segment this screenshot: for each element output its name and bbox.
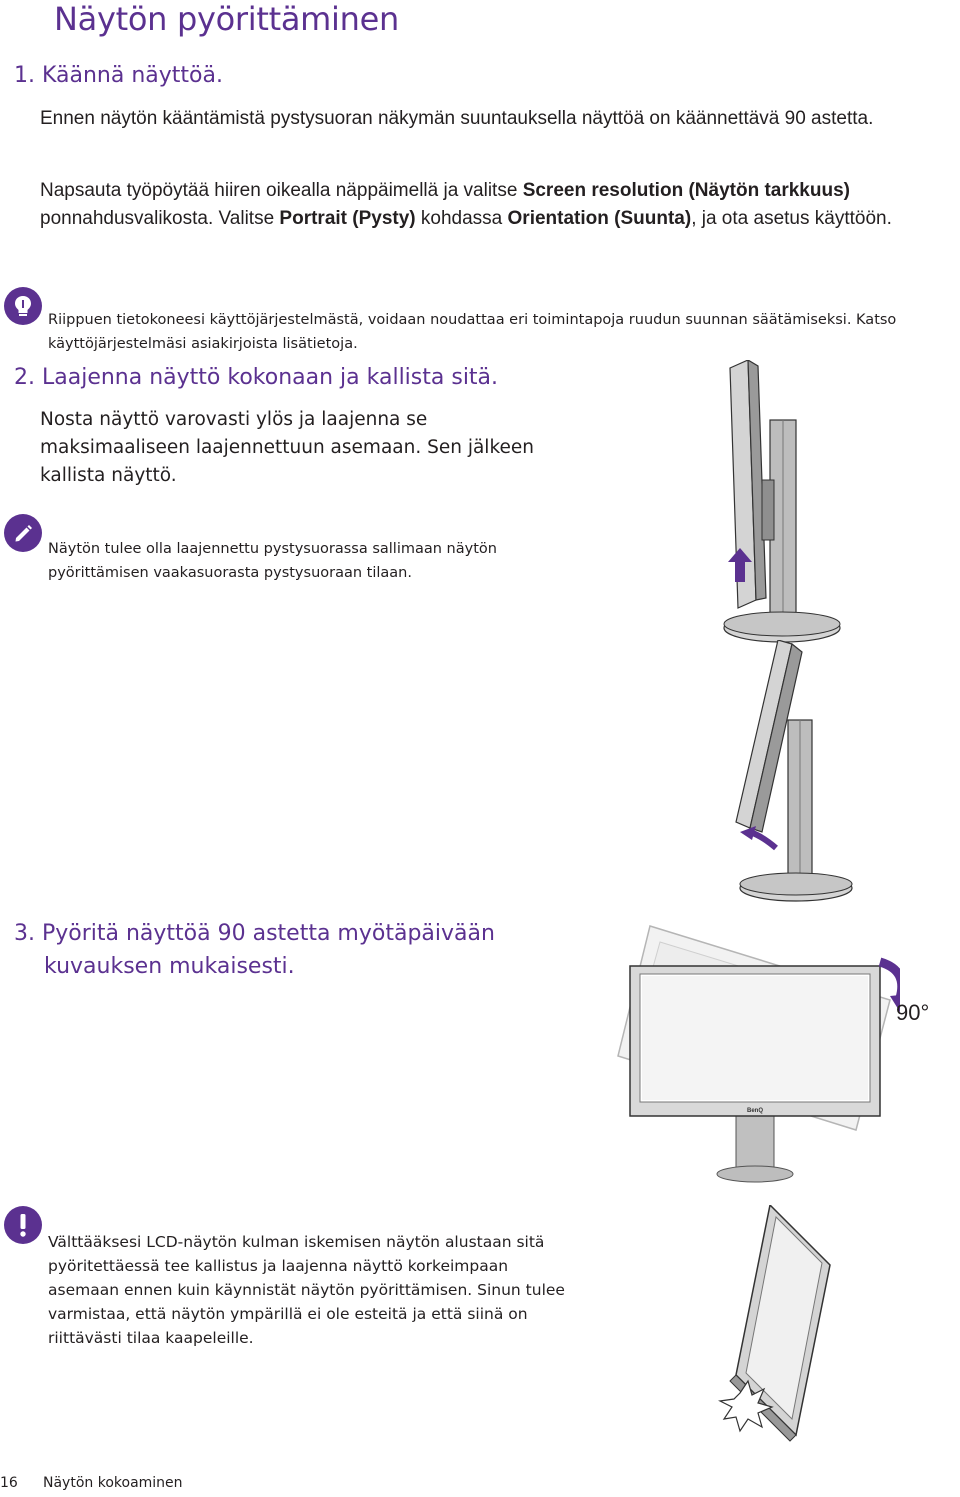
step2-note: Näytön tulee olla laajennettu pystysuorassa sallimaan näytön pyörittämisen vaakasuorasta pystysuoraan tilaan. (48, 541, 497, 581)
portrait-label: Portrait (Pysty) (279, 208, 416, 229)
page-title: Näytön pyörittäminen (54, 0, 399, 38)
rotate-arrow-icon (880, 962, 900, 998)
angle-label: 90° (896, 1000, 930, 1025)
tip-text: Riippuen tietokoneesi käyttöjärjestelmästä, voidaan noudattaa eri toimintapoja ruudun suunnan säätämiseksi. Katso käyttöjärjestelmäsi asiakirjoista lisätietoja. (48, 312, 897, 352)
step2-paragraph: Nosta näyttö varovasti ylös ja laajenna se maksimaaliseen laajennettuun asemaan. Sen jälkeen kallista näyttö. (40, 409, 534, 486)
monitor-collision-illustration (700, 1205, 860, 1445)
pencil-icon (4, 514, 42, 552)
step1-heading: 1. Käännä näyttöä. (14, 63, 223, 88)
step3-heading-line2: kuvauksen mukaisesti. (44, 954, 295, 979)
curved-arrow-icon (750, 832, 776, 848)
monitor-tilted-illustration (700, 640, 860, 905)
step1-paragraph1: Ennen näytön kääntämistä pystysuoran näkymän suuntauksella näyttöä on käännettävä 90 astetta. (40, 108, 874, 129)
brand-logo: BenQ (746, 1108, 764, 1114)
monitor-rotation-illustration (600, 920, 900, 1200)
orientation-label: Orientation (Suunta) (507, 208, 692, 229)
footer-section: Näytön kokoaminen (43, 1475, 183, 1491)
warning-text: Välttääksesi LCD-näytön kulman iskemisen näytön alustaan sitä pyöritettäessä tee kallistus ja laajenna näyttö korkeimpaan asemaan ennen kuin käynnistät näytön pyörittämisen. Sinun tulee varmistaa, että näytön ympärillä ei ole esteitä ja että siinä on riittävästi tilaa kaapeleille. (48, 1233, 565, 1347)
warning-icon (4, 1206, 42, 1244)
step3-heading-line1: 3. Pyöritä näyttöä 90 astetta myötäpäivään (14, 921, 495, 946)
page-number: 16 (0, 1475, 18, 1491)
screen-resolution-label: Screen resolution (Näytön tarkkuus) (522, 180, 850, 201)
step2-heading: 2. Laajenna näyttö kokonaan ja kallista sitä. (14, 365, 499, 390)
lightbulb-icon (4, 287, 42, 325)
monitor-extended-illustration (700, 360, 860, 650)
step1-paragraph2: Napsauta työpöytää hiiren oikealla näppäimellä ja valitse Screen resolution (Näytön tarkkuus) ponnahdusvalikosta. Valitse Portrait (Pysty) kohdassa Orientation (Suunta), ja ota asetus käyttöön. (40, 180, 892, 229)
